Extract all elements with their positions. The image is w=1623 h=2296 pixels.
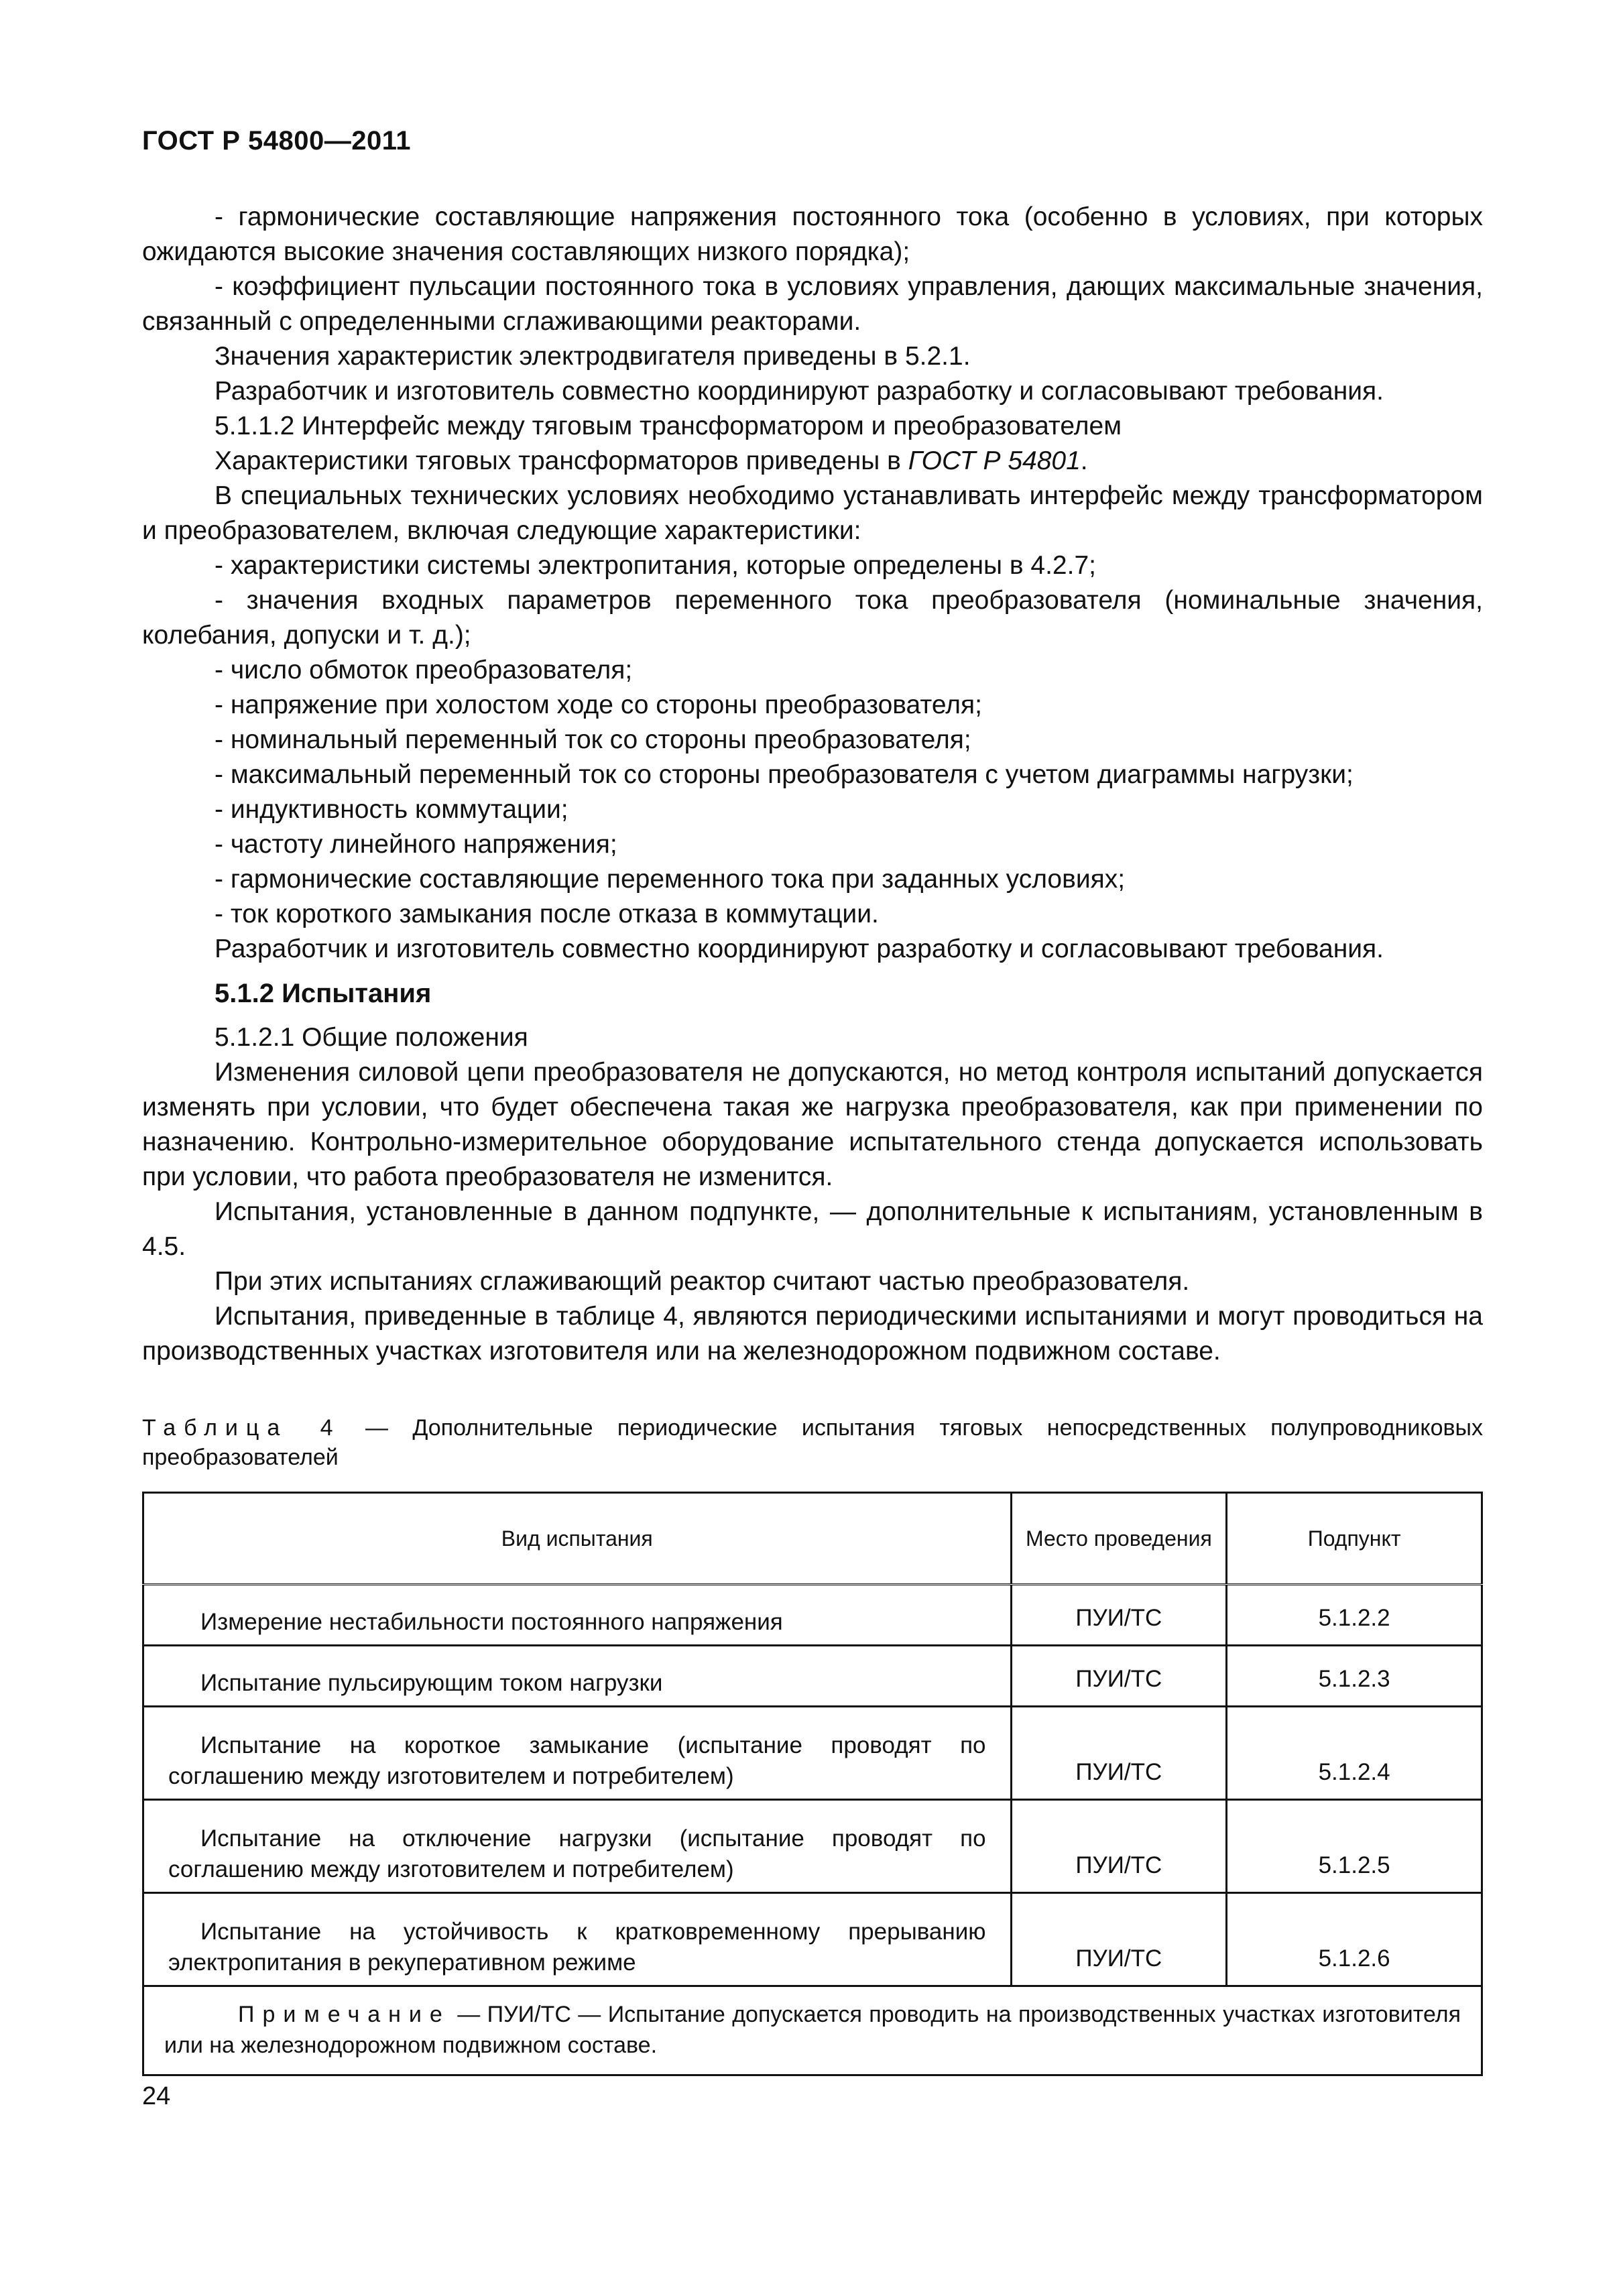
list-item: - максимальный переменный ток со стороны преобразователя с учетом диаграммы нагрузки; <box>215 760 1354 789</box>
table-caption-label: Таблица 4 <box>142 1415 341 1441</box>
list-item: - число обмоток преобразователя; <box>215 656 633 684</box>
paragraph: Разработчик и изготовитель совместно координируют разработку и согласовывают требования. <box>215 377 1384 406</box>
column-header-clause: Подпункт <box>1227 1493 1482 1585</box>
test-name: Измерение нестабильности постоянного напряжения <box>200 1609 783 1635</box>
column-header-test-type: Вид испытания <box>143 1493 1012 1585</box>
subclause-title: 5.1.1.2 Интерфейс между тяговым трансформатором и преобразователем <box>215 412 1122 440</box>
paragraph <box>142 444 1483 479</box>
list-item: - номинальный переменный ток со стороны преобразователя; <box>215 725 971 754</box>
paragraph: Изменения силовой цепи преобразователя не допускаются, но метод контроля испытаний допускается изменять при условии, что будет обеспечена такая же нагрузка преобразователя, как при применении по назначению. Контрольно-измерительное оборудование испытательного стенда допускается использовать при условии, что работа преобразователя не изменится. <box>142 1058 1483 1191</box>
place-cell: ПУИ/ТС <box>1011 1707 1227 1800</box>
test-name-cell <box>143 1646 1012 1707</box>
test-name-cell <box>143 1585 1012 1646</box>
list-item: - напряжение при холостом ходе со стороны преобразователя; <box>215 690 982 719</box>
place-cell: ПУИ/ТС <box>1011 1800 1227 1893</box>
table-note <box>143 1986 1482 2075</box>
table-note-row <box>143 1986 1482 2075</box>
test-name: Испытание на устойчивость к кратковременному прерыванию электропитания в рекуперативном режиме <box>168 1919 986 1976</box>
test-name-cell <box>143 1893 1012 1986</box>
table-header-row <box>143 1493 1482 1585</box>
subclause-title: 5.1.2.1 Общие положения <box>215 1023 528 1052</box>
paragraph: Значения характеристик электродвигателя приведены в 5.2.1. <box>215 342 971 371</box>
test-name: Испытание на отключение нагрузки (испытание проводят по соглашению между изготовителем и потребителем) <box>168 1825 986 1882</box>
note-text: — ПУИ/ТС — Испытание допускается проводить на производственных участках изготовителя или на железнодорожном подвижном составе. <box>164 2002 1461 2058</box>
paragraph: - коэффициент пульсации постоянного тока в условиях управления, дающих максимальные значения, связанный с определенными сглаживающими реакторами. <box>142 272 1483 336</box>
body-text <box>142 200 1483 1369</box>
table-row <box>143 1800 1482 1893</box>
list-item: - ток короткого замыкания после отказа в коммутации. <box>215 900 879 928</box>
place-cell: ПУИ/ТС <box>1011 1893 1227 1986</box>
paragraph: Разработчик и изготовитель совместно координируют разработку и согласовывают требования. <box>215 934 1384 963</box>
clause-cell: 5.1.2.5 <box>1227 1800 1482 1893</box>
table-row <box>143 1707 1482 1800</box>
paragraph: - гармонические составляющие напряжения постоянного тока (особенно в условиях, при которых ожидаются высокие значения составляющих низкого порядка); <box>142 202 1483 266</box>
test-name-cell <box>143 1800 1012 1893</box>
section-heading: 5.1.2 Испытания <box>215 979 432 1008</box>
table-row <box>143 1893 1482 1986</box>
document-id-header: ГОСТ Р 54800—2011 <box>142 126 411 156</box>
table-row <box>143 1646 1482 1707</box>
list-item: - гармонические составляющие переменного тока при заданных условиях; <box>215 865 1126 894</box>
test-name: Испытание на короткое замыкание (испытание проводят по соглашению между изготовителем и потребителем) <box>168 1732 986 1789</box>
column-header-place: Место проведения <box>1011 1493 1227 1585</box>
test-name-cell <box>143 1707 1012 1800</box>
clause-cell: 5.1.2.4 <box>1227 1707 1482 1800</box>
clause-cell: 5.1.2.6 <box>1227 1893 1482 1986</box>
test-name: Испытание пульсирующим током нагрузки <box>200 1670 663 1696</box>
list-item: - частоту линейного напряжения; <box>215 830 617 859</box>
paragraph-end: . <box>1080 446 1088 475</box>
paragraph: При этих испытаниях сглаживающий реактор считают частью преобразователя. <box>215 1267 1190 1296</box>
place-cell: ПУИ/ТС <box>1011 1585 1227 1646</box>
paragraph: Испытания, приведенные в таблице 4, являются периодическими испытаниями и могут проводиться на производственных участках изготовителя или на железнодорожном подвижном составе. <box>142 1302 1483 1366</box>
tests-table <box>142 1492 1483 2076</box>
clause-cell: 5.1.2.3 <box>1227 1646 1482 1707</box>
table-caption <box>142 1413 1483 1472</box>
paragraph: В специальных технических условиях необходимо устанавливать интерфейс между трансформатором и преобразователем, включая следующие характеристики: <box>142 481 1483 545</box>
paragraph: Испытания, установленные в данном подпункте, — дополнительные к испытаниям, установленным в 4.5. <box>142 1197 1483 1261</box>
list-item: - значения входных параметров переменного тока преобразователя (номинальные значения, колебания, допуски и т. д.); <box>142 586 1483 650</box>
list-item: - характеристики системы электропитания, которые определены в 4.2.7; <box>215 551 1096 580</box>
list-item: - индуктивность коммутации; <box>215 795 568 824</box>
clause-cell: 5.1.2.2 <box>1227 1585 1482 1646</box>
table-caption-text: — Дополнительные периодические испытания тяговых непосредственных полупроводниковых преобразователей <box>142 1415 1483 1470</box>
page-number: 24 <box>142 2082 171 2110</box>
table-row <box>143 1585 1482 1646</box>
paragraph-text: Характеристики тяговых трансформаторов приведены в <box>215 446 908 475</box>
place-cell: ПУИ/ТС <box>1011 1646 1227 1707</box>
note-label: Примечание <box>238 2002 450 2027</box>
standard-reference-link: ГОСТ Р 54801 <box>908 446 1081 475</box>
